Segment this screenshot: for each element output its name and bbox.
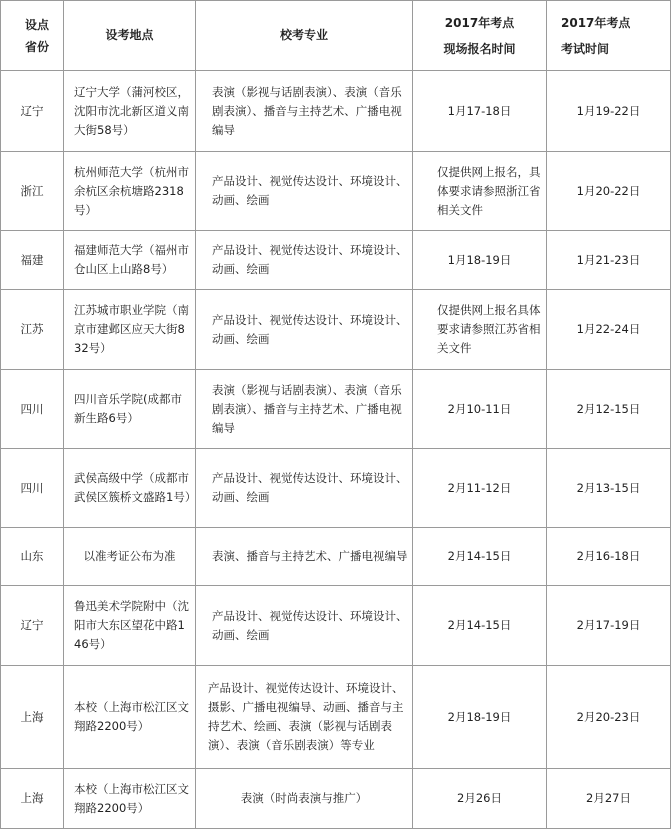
cell-location: 本校（上海市松江区文翔路2200号） [64, 769, 196, 829]
cell-registration-time: 仅提供网上报名，具体要求请参照浙江省相关文件 [413, 152, 547, 231]
cell-location: 江苏城市职业学院（南京市建邺区应天大街832号） [64, 290, 196, 370]
table-row [1, 231, 671, 290]
cell-major: 产品设计、视觉传达设计、环境设计、动画、绘画 [196, 449, 413, 528]
table-row [1, 769, 671, 829]
table-row [1, 586, 671, 666]
header-registration-time [413, 1, 547, 71]
header-province: 设点省份 [1, 1, 64, 71]
cell-province: 四川 [1, 449, 64, 528]
table-row [1, 370, 671, 449]
cell-registration-time: 2月14-15日 [413, 586, 547, 666]
header-registration-year: 2017年考点 [444, 15, 515, 30]
cell-major: 产品设计、视觉传达设计、环境设计、动画、绘画 [196, 586, 413, 666]
cell-location: 武侯高级中学（成都市武侯区簇桥文盛路1号） [64, 449, 196, 528]
cell-exam-time: 2月16-18日 [547, 528, 671, 586]
header-exam-year: 2017年考点 [561, 15, 631, 30]
cell-exam-time: 1月21-23日 [547, 231, 671, 290]
cell-location: 辽宁大学（蒲河校区，沈阳市沈北新区道义南大街58号） [64, 71, 196, 152]
table-row [1, 666, 671, 769]
cell-exam-time: 2月17-19日 [547, 586, 671, 666]
cell-location: 杭州师范大学（杭州市余杭区余杭塘路2318号） [64, 152, 196, 231]
cell-province: 江苏 [1, 290, 64, 370]
cell-registration-time: 1月18-19日 [413, 231, 547, 290]
cell-registration-time: 2月10-11日 [413, 370, 547, 449]
cell-exam-time: 1月19-22日 [547, 71, 671, 152]
cell-province: 辽宁 [1, 71, 64, 152]
cell-province: 浙江 [1, 152, 64, 231]
header-exam-time [547, 1, 671, 71]
cell-major: 产品设计、视觉传达设计、环境设计、动画、绘画 [196, 152, 413, 231]
cell-registration-time: 2月14-15日 [413, 528, 547, 586]
cell-exam-time: 2月12-15日 [547, 370, 671, 449]
cell-major: 表演、播音与主持艺术、广播电视编导 [196, 528, 413, 586]
cell-registration-time: 1月17-18日 [413, 71, 547, 152]
cell-exam-time: 2月13-15日 [547, 449, 671, 528]
table-header-row [1, 1, 671, 71]
cell-exam-time: 1月20-22日 [547, 152, 671, 231]
table-row [1, 71, 671, 152]
header-major: 校考专业 [196, 1, 413, 71]
header-exam-label: 考试时间 [561, 41, 610, 56]
cell-province: 上海 [1, 769, 64, 829]
cell-registration-time: 仅提供网上报名具体要求请参照江苏省相关文件 [413, 290, 547, 370]
cell-registration-time: 2月26日 [413, 769, 547, 829]
header-location: 设考地点 [64, 1, 196, 71]
table-row [1, 290, 671, 370]
cell-major: 表演（影视与话剧表演）、表演（音乐剧表演）、播音与主持艺术、广播电视编导 [196, 71, 413, 152]
table-row [1, 528, 671, 586]
cell-location: 本校（上海市松江区文翔路2200号） [64, 666, 196, 769]
cell-major: 表演（时尚表演与推广） [196, 769, 413, 829]
cell-province: 上海 [1, 666, 64, 769]
cell-exam-time: 2月20-23日 [547, 666, 671, 769]
cell-major: 产品设计、视觉传达设计、环境设计、摄影、广播电视编导、动画、播音与主持艺术、绘画、表演（影视与话剧表演）、表演（音乐剧表演）等专业 [196, 666, 413, 769]
cell-province: 山东 [1, 528, 64, 586]
cell-exam-time: 2月27日 [547, 769, 671, 829]
header-registration-label: 现场报名时间 [443, 41, 516, 56]
cell-major: 产品设计、视觉传达设计、环境设计、动画、绘画 [196, 290, 413, 370]
cell-province: 福建 [1, 231, 64, 290]
table-row [1, 152, 671, 231]
cell-location: 以准考证公布为准 [64, 528, 196, 586]
cell-major: 产品设计、视觉传达设计、环境设计、动画、绘画 [196, 231, 413, 290]
cell-exam-time: 1月22-24日 [547, 290, 671, 370]
cell-province: 四川 [1, 370, 64, 449]
table-row [1, 449, 671, 528]
cell-location: 四川音乐学院(成都市新生路6号） [64, 370, 196, 449]
cell-province: 辽宁 [1, 586, 64, 666]
cell-location: 福建师范大学（福州市仓山区上山路8号） [64, 231, 196, 290]
cell-registration-time: 2月18-19日 [413, 666, 547, 769]
cell-location: 鲁迅美术学院附中（沈阳市大东区望花中路146号） [64, 586, 196, 666]
cell-major: 表演（影视与话剧表演）、表演（音乐剧表演）、播音与主持艺术、广播电视编导 [196, 370, 413, 449]
cell-registration-time: 2月11-12日 [413, 449, 547, 528]
